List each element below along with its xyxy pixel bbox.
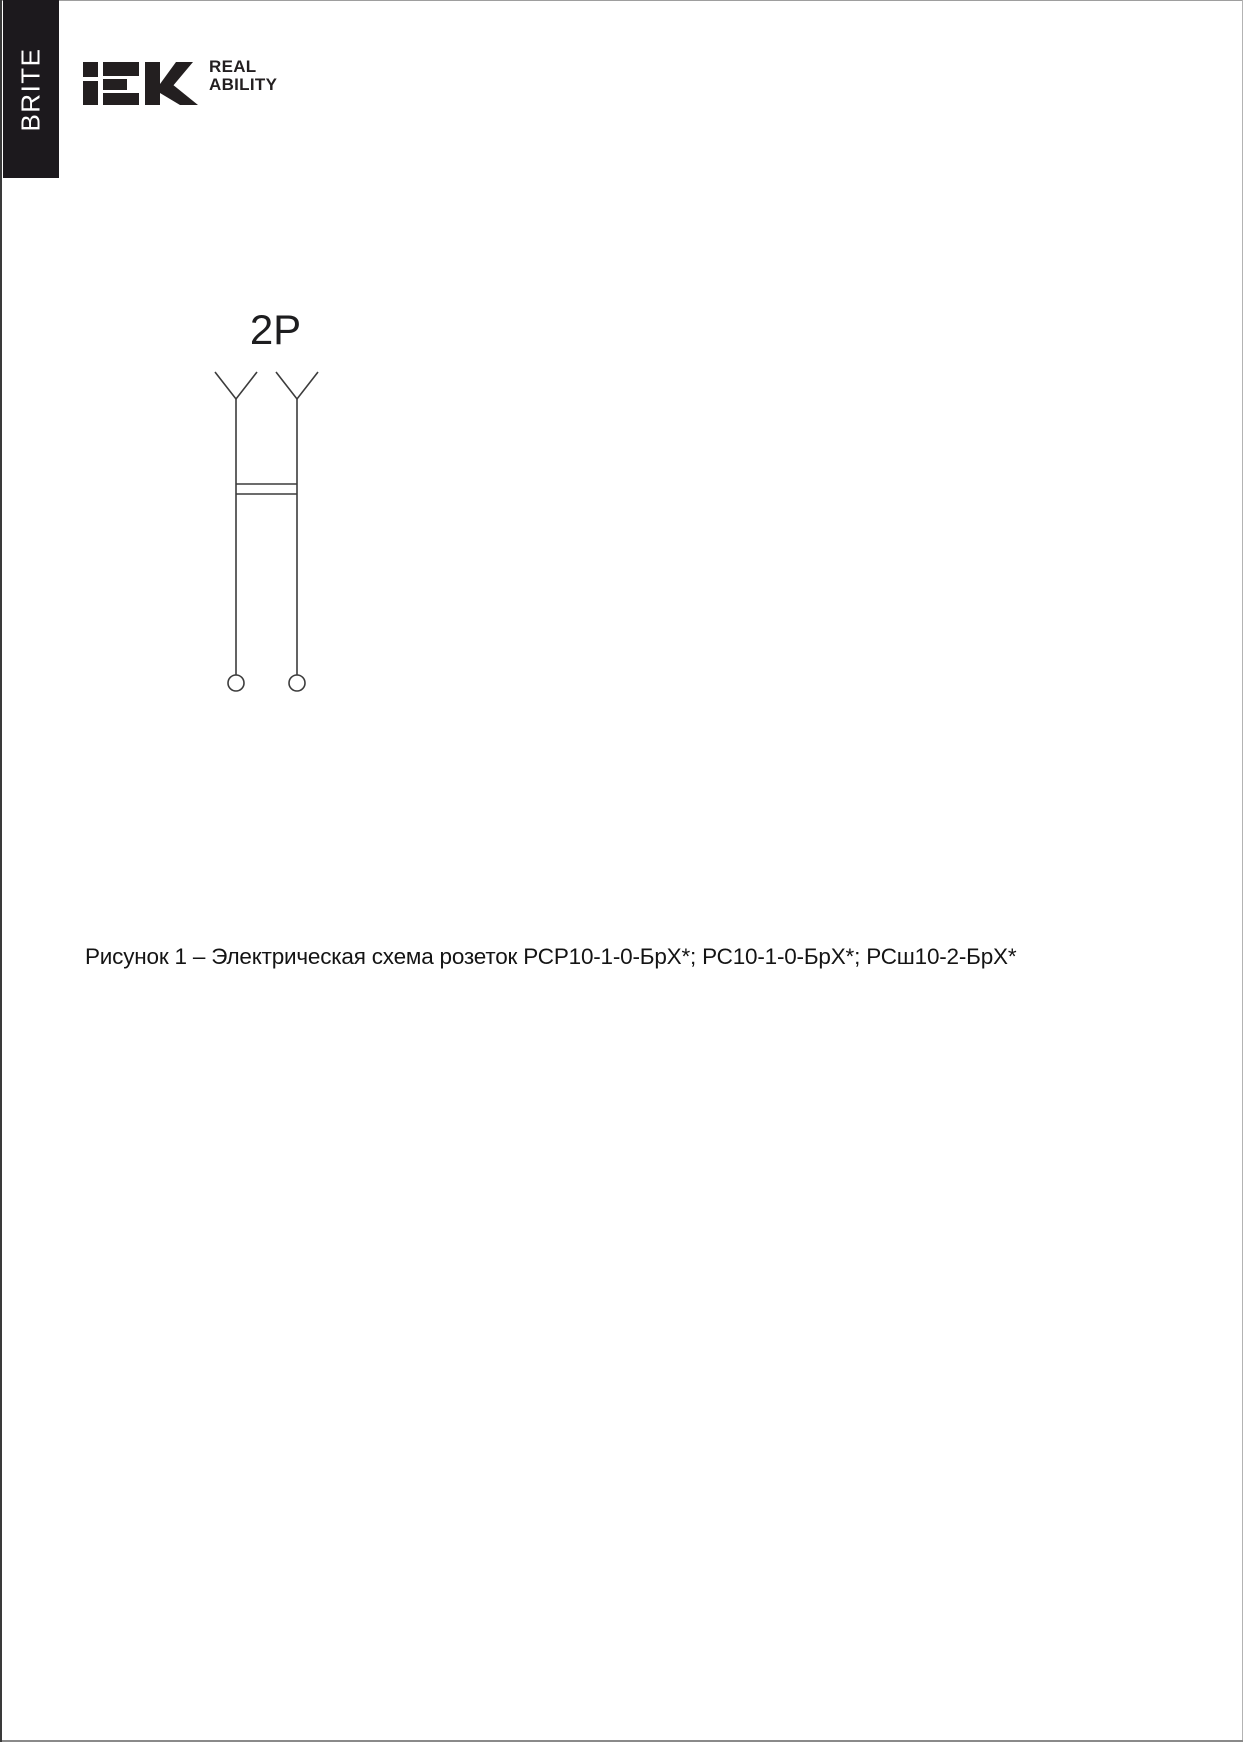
page-edge-left [0, 0, 2, 1742]
left-fork-symbol [215, 372, 257, 399]
series-tab-brite [3, 0, 59, 178]
tagline-line2: ABILITY [209, 75, 278, 94]
schematic-pole-label: 2P [249, 306, 302, 353]
right-terminal-circle [289, 675, 305, 691]
iek-logo-icon [83, 60, 198, 107]
series-tab-label: BRITE [15, 46, 46, 132]
tagline-line1: REAL [209, 57, 257, 76]
figure-caption: Рисунок 1 – Электрическая схема розеток РСР10-1-0-БрХ*; РС10-1-0-БрХ*; РСш10-2-БрХ* [85, 944, 1017, 969]
left-terminal-circle [228, 675, 244, 691]
socket-schematic-diagram [180, 300, 340, 700]
page-edge-top [0, 0, 1243, 1]
right-fork-symbol [276, 372, 318, 399]
iek-logo-glyphs [83, 62, 198, 105]
brand-tagline [209, 58, 277, 94]
